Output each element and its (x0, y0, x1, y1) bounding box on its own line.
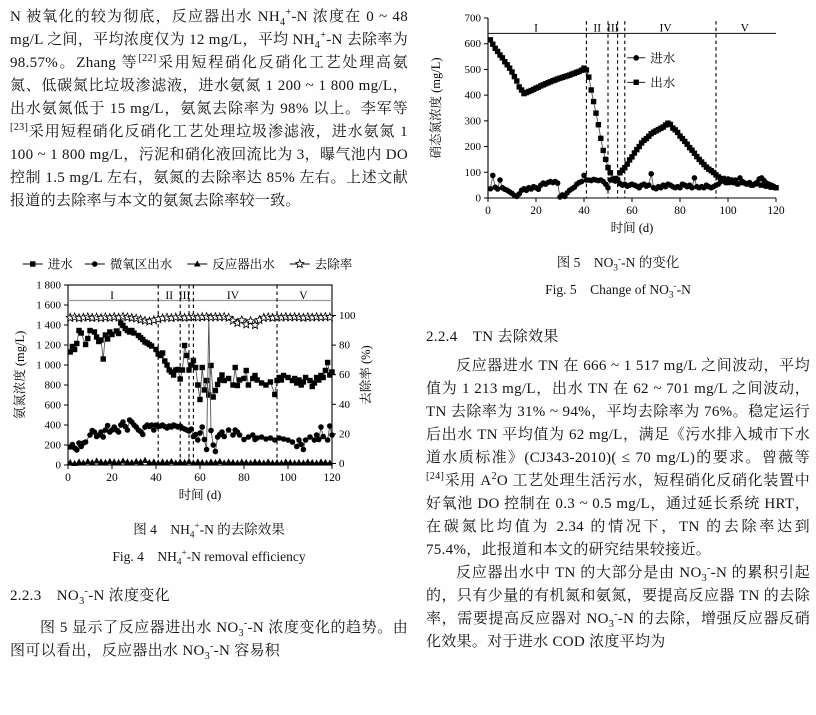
figure5-caption-zh: 图 5 $NO_3^--N$ 的变化 (556, 253, 680, 273)
svg-text:300: 300 (464, 115, 481, 128)
svg-text:100: 100 (464, 166, 481, 179)
svg-text:时间 (d): 时间 (d) (178, 488, 222, 502)
svg-text:600: 600 (44, 399, 61, 412)
svg-text:100: 100 (339, 310, 356, 322)
svg-text:400: 400 (464, 89, 481, 102)
svg-text:I: I (534, 22, 538, 35)
svg-text:II: II (165, 290, 174, 302)
svg-text:40: 40 (150, 472, 162, 484)
figure5-chart (426, 6, 810, 243)
svg-text:60: 60 (339, 369, 350, 382)
svg-text:80: 80 (238, 472, 250, 484)
svg-text:20: 20 (530, 205, 542, 217)
paragraph-224-1: 反应器进水 TN 在 666 ~ 1 517 mg/L 之间波动，平均值为 1 213 mg/L，出水 TN 在 62 ~ 701 mg/L 之间波动，TN 去除率为 31% ~ 94%，平均去除率为 76%。稳定运行后出水 TN 平均值为 62 mg/L，满足《污水排入城市下水道水质标准》(CJ343-2010)( ≤ 70 mg/L)的要求。曾薇等[24]采用 $A^2O$ 工艺处理生活污水，短程硝化反硝化装置中好氧池 DO 控制在 0.3 ~ 0.5 mg/L，通过延长系统 HRT，在碳氮比均值为 2.34 的情况下，TN 的去除率达到 75.4%，此报道和本文的研究结果较接近。 (426, 358, 810, 558)
svg-text:1 800: 1 800 (36, 279, 61, 292)
svg-text:0: 0 (485, 205, 491, 217)
figure4-chart (10, 251, 408, 510)
svg-text:微氧区出水: 微氧区出水 (109, 257, 173, 272)
svg-text:去除率: 去除率 (314, 257, 353, 272)
svg-text:出水: 出水 (650, 75, 676, 90)
left-column (10, 6, 408, 663)
svg-text:700: 700 (464, 12, 481, 25)
svg-text:1 400: 1 400 (36, 319, 61, 332)
svg-text:120: 120 (767, 205, 785, 217)
figure-5 (426, 6, 810, 298)
svg-text:0: 0 (55, 459, 61, 472)
figure-4 (10, 251, 408, 565)
series-triangle (67, 457, 333, 466)
svg-text:60: 60 (194, 472, 206, 484)
figure5-caption-en: Fig. 5 Change of $NO_3^--N$ (545, 280, 691, 300)
series-square (488, 37, 779, 190)
svg-text:0: 0 (475, 192, 481, 205)
paragraph-223: 图 5 显示了反应器进出水 $NO_3^--N$ 浓度变化的趋势。由图可以看出，反应器出水 $NO_3^--N$ 容易积 (10, 618, 409, 662)
svg-text:IV: IV (659, 22, 672, 35)
fig4-svg (10, 251, 378, 505)
svg-text:200: 200 (464, 141, 481, 154)
svg-text:0: 0 (65, 472, 71, 484)
svg-text:去除率 (%): 去除率 (%) (359, 345, 373, 405)
svg-text:20: 20 (339, 428, 350, 441)
svg-text:时间 (d): 时间 (d) (610, 221, 654, 235)
svg-text:反应器出水: 反应器出水 (212, 257, 275, 272)
svg-text:40: 40 (339, 398, 350, 411)
svg-text:40: 40 (578, 205, 590, 217)
series-square (68, 320, 335, 402)
fig5-svg (426, 6, 808, 238)
svg-text:氨氮浓度 (mg/L): 氨氮浓度 (mg/L) (13, 330, 27, 420)
svg-text:V: V (299, 290, 308, 302)
svg-text:20: 20 (106, 472, 118, 484)
section-heading-224: 2.2.4 TN 去除效果 (426, 329, 559, 345)
section-heading-223: 2.2.3 $NO_3^--N$ 浓度变化 (10, 586, 170, 607)
svg-text:600: 600 (464, 38, 481, 51)
svg-text:IV: IV (226, 290, 240, 302)
svg-text:1 000: 1 000 (36, 359, 61, 372)
svg-text:0: 0 (339, 458, 345, 470)
svg-text:800: 800 (44, 379, 61, 392)
svg-text:1 200: 1 200 (36, 339, 61, 352)
svg-text:I: I (110, 290, 114, 302)
series-star (66, 312, 334, 328)
svg-text:80: 80 (674, 205, 686, 217)
svg-text:100: 100 (279, 472, 297, 484)
svg-text:II: II (593, 22, 602, 35)
svg-text:1 600: 1 600 (36, 299, 61, 312)
svg-text:III: III (607, 22, 619, 35)
svg-text:进水: 进水 (47, 257, 73, 272)
svg-text:400: 400 (44, 419, 61, 432)
svg-text:200: 200 (44, 439, 61, 452)
figure4-caption-zh: 图 4 $NH_4^+-N$ 的去除效果 (133, 520, 285, 540)
figure4-caption-en: Fig. 4 $NH_4^+-N$ removal efficiency (112, 547, 306, 567)
svg-text:V: V (740, 22, 749, 35)
right-column (426, 6, 810, 654)
svg-text:500: 500 (464, 63, 481, 76)
paragraph-224-2: 反应器出水中 TN 的大部分是由 $NO_3^--N$ 的累积引起的，只有少量的有机氮和氨氮，要提高反应器 TN 的去除率，需要提高反应器对 $NO_3^--N$ 的去除，增强反应器反硝化效果。对于进水 COD 浓度平均为 (426, 563, 810, 650)
svg-text:硝态氮浓度 (mg/L): 硝态氮浓度 (mg/L) (429, 57, 443, 159)
svg-text:100: 100 (719, 205, 737, 217)
svg-text:进水: 进水 (650, 51, 676, 66)
svg-text:60: 60 (626, 205, 638, 217)
svg-text:120: 120 (323, 472, 341, 484)
svg-text:80: 80 (339, 339, 350, 352)
series-circle (488, 171, 779, 200)
svg-text:III: III (178, 290, 191, 302)
paragraph-ammonia-discussion: N 被氧化的较为彻底，反应器出水 $NH_4^+-N$ 浓度在 0 ~ 48 mg/L 之间，平均浓度仅为 12 mg/L，平均 $NH_4^+-N$ 去除率为 98.57%。Zhang 等[22]采用短程硝化反硝化工艺处理高氨氮、低碳氮比垃圾渗滤液，进水氨氮 1 200 ~ 1 800 mg/L，出水氨氮低于 15 mg/L，氨氮去除率为 98% 以上。李军等[23]采用短程硝化反硝化工艺处理垃圾渗滤液，进水氨氮 1 100 ~ 1 800 mg/L，污泥和硝化液回流比为 3，曝气池内 DO 控制 1.5 mg/L 左右，氨氮的去除率达 85% 左右。上述文献报道的去除率与本文的氨氮去除率较一致。 (10, 7, 409, 209)
